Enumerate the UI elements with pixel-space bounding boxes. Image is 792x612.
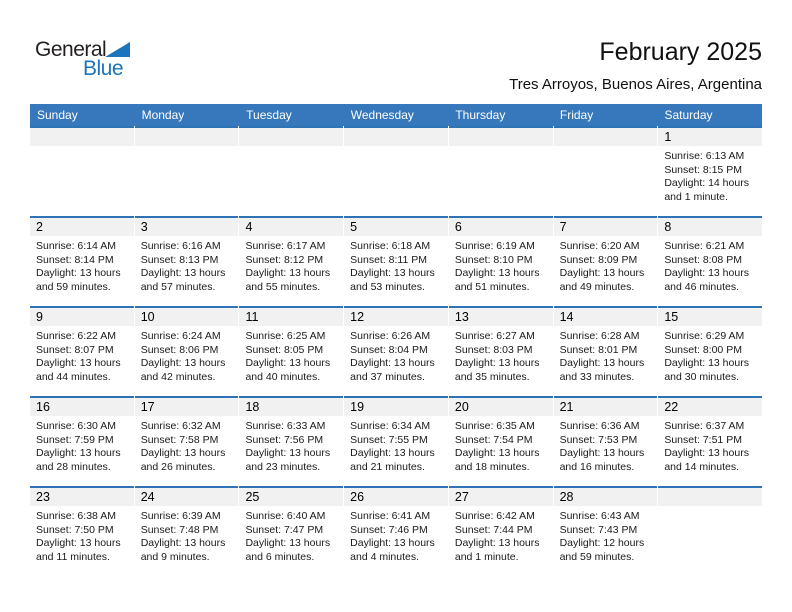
daylight-text: Daylight: 13 hours xyxy=(664,447,749,460)
day-number: 13 xyxy=(454,310,469,324)
daylight-text: Daylight: 13 hours xyxy=(454,357,540,370)
daylight-text: Daylight: 14 hours xyxy=(664,177,749,190)
sunrise-text: Sunrise: 6:40 AM xyxy=(245,510,326,522)
day-number-band xyxy=(658,308,762,326)
day-number-band xyxy=(449,488,553,506)
day-cell-empty xyxy=(658,486,762,576)
day-cell-empty xyxy=(135,126,239,216)
day-cell xyxy=(344,396,448,486)
day-number-band xyxy=(449,308,553,326)
day-number: 24 xyxy=(140,490,155,504)
day-number-band xyxy=(30,308,134,326)
day-number-band xyxy=(344,488,448,506)
day-cell-empty xyxy=(344,126,448,216)
sunset-text: Sunset: 8:15 PM xyxy=(664,163,742,176)
day-cell-empty xyxy=(239,126,343,216)
day-cell xyxy=(135,396,239,486)
day-cell xyxy=(344,306,448,396)
sunrise-text: Sunrise: 6:43 AM xyxy=(559,510,640,522)
day-number: 15 xyxy=(664,310,679,324)
day-number-band xyxy=(658,398,762,416)
sunrise-text: Sunrise: 6:39 AM xyxy=(140,510,221,522)
day-number-band xyxy=(135,218,239,236)
daylight-text: Daylight: 13 hours xyxy=(140,447,226,460)
day-number-band xyxy=(658,218,762,236)
general-blue-logo xyxy=(35,38,145,88)
day-cell xyxy=(135,306,239,396)
day-number: 7 xyxy=(559,220,567,234)
day-number-band xyxy=(135,398,239,416)
day-number: 3 xyxy=(140,220,148,234)
daylight-text: and 18 minutes. xyxy=(454,460,530,473)
day-number-band xyxy=(554,308,658,326)
day-details xyxy=(135,326,239,384)
sunrise-text: Sunrise: 6:34 AM xyxy=(350,420,431,432)
day-number: 20 xyxy=(454,400,469,414)
day-number-band xyxy=(239,398,343,416)
day-number-band xyxy=(30,128,134,146)
day-details xyxy=(239,236,343,294)
daylight-text: and 49 minutes. xyxy=(559,280,635,293)
sunrise-text: Sunrise: 6:27 AM xyxy=(454,330,535,342)
day-number: 10 xyxy=(140,310,155,324)
day-number: 4 xyxy=(245,220,253,234)
day-number: 9 xyxy=(36,310,43,324)
day-cell xyxy=(554,486,658,576)
day-number-band xyxy=(344,218,448,236)
sunrise-text: Sunrise: 6:41 AM xyxy=(350,510,431,522)
sunset-text: Sunset: 8:10 PM xyxy=(454,253,533,266)
day-cell-empty xyxy=(30,126,134,216)
day-cell xyxy=(449,486,553,576)
sunrise-text: Sunrise: 6:26 AM xyxy=(350,330,431,342)
daylight-text: and 11 minutes. xyxy=(36,550,110,563)
sunset-text: Sunset: 7:58 PM xyxy=(140,433,219,446)
daylight-text: Daylight: 13 hours xyxy=(350,447,435,460)
sunrise-text: Sunrise: 6:29 AM xyxy=(664,330,745,342)
sunset-text: Sunset: 8:04 PM xyxy=(350,343,428,356)
sunrise-text: Sunrise: 6:22 AM xyxy=(36,330,116,342)
sunset-text: Sunset: 7:55 PM xyxy=(350,433,428,446)
day-cell xyxy=(30,306,134,396)
day-number: 22 xyxy=(664,400,679,414)
weekday-label: Friday xyxy=(559,108,594,122)
daylight-text: and 46 minutes. xyxy=(664,280,740,293)
day-number: 6 xyxy=(454,220,462,234)
daylight-text: Daylight: 13 hours xyxy=(36,447,121,460)
daylight-text: Daylight: 13 hours xyxy=(140,357,226,370)
day-details xyxy=(554,326,658,384)
sunrise-text: Sunrise: 6:30 AM xyxy=(36,420,116,432)
week-row xyxy=(30,216,762,306)
sunset-text: Sunset: 7:54 PM xyxy=(454,433,533,446)
daylight-text: Daylight: 13 hours xyxy=(140,267,226,280)
daylight-text: and 1 minute. xyxy=(454,550,519,563)
daylight-text: and 9 minutes. xyxy=(140,550,210,563)
day-details xyxy=(239,506,343,564)
day-cell xyxy=(449,396,553,486)
day-number: 27 xyxy=(454,490,469,504)
daylight-text: and 57 minutes. xyxy=(140,280,216,293)
day-details xyxy=(658,326,762,384)
day-cell xyxy=(30,396,134,486)
day-number-band xyxy=(554,398,658,416)
sunset-text: Sunset: 8:13 PM xyxy=(140,253,219,266)
sunset-text: Sunset: 7:44 PM xyxy=(454,523,533,536)
day-number: 1 xyxy=(664,130,672,144)
day-number-band xyxy=(135,488,239,506)
daylight-text: Daylight: 13 hours xyxy=(454,447,540,460)
day-cell xyxy=(30,486,134,576)
daylight-text: and 30 minutes. xyxy=(664,370,740,383)
day-number-band xyxy=(135,128,239,146)
day-number: 14 xyxy=(559,310,574,324)
daylight-text: and 44 minutes. xyxy=(36,370,111,383)
sunset-text: Sunset: 8:07 PM xyxy=(36,343,114,356)
sunrise-text: Sunrise: 6:20 AM xyxy=(559,240,640,252)
daylight-text: Daylight: 13 hours xyxy=(245,537,331,550)
weekday-label: Sunday xyxy=(37,108,78,122)
day-details xyxy=(344,236,448,294)
daylight-text: and 53 minutes. xyxy=(350,280,425,293)
day-number-band xyxy=(344,398,448,416)
sunrise-text: Sunrise: 6:17 AM xyxy=(245,240,326,252)
day-number-band xyxy=(554,218,658,236)
daylight-text: and 42 minutes. xyxy=(140,370,216,383)
day-cell xyxy=(658,306,762,396)
day-details xyxy=(135,416,239,474)
sunset-text: Sunset: 7:56 PM xyxy=(245,433,324,446)
daylight-text: Daylight: 13 hours xyxy=(350,537,435,550)
day-details xyxy=(135,506,239,564)
day-details xyxy=(135,236,239,294)
day-number: 25 xyxy=(245,490,260,504)
day-cell xyxy=(554,216,658,306)
sunrise-text: Sunrise: 6:36 AM xyxy=(559,420,640,432)
daylight-text: Daylight: 13 hours xyxy=(559,267,645,280)
daylight-text: Daylight: 13 hours xyxy=(140,537,226,550)
day-number-band xyxy=(449,128,553,146)
day-cell xyxy=(135,216,239,306)
day-details xyxy=(30,326,134,384)
daylight-text: Daylight: 13 hours xyxy=(454,537,540,550)
daylight-text: Daylight: 13 hours xyxy=(559,357,645,370)
logo-text-blue: Blue xyxy=(83,57,124,80)
sunset-text: Sunset: 7:50 PM xyxy=(36,523,114,536)
day-cell-empty xyxy=(554,126,658,216)
week-row xyxy=(30,396,762,486)
day-details xyxy=(449,416,553,474)
day-cell xyxy=(239,306,343,396)
day-cell xyxy=(449,306,553,396)
sunrise-text: Sunrise: 6:24 AM xyxy=(140,330,221,342)
day-details xyxy=(344,506,448,564)
sunset-text: Sunset: 7:53 PM xyxy=(559,433,638,446)
day-details xyxy=(449,506,553,564)
day-details xyxy=(239,326,343,384)
weekday-label: Saturday xyxy=(664,108,713,122)
day-details xyxy=(554,416,658,474)
sunrise-text: Sunrise: 6:38 AM xyxy=(36,510,116,522)
sunset-text: Sunset: 8:08 PM xyxy=(664,253,742,266)
day-number-band xyxy=(239,128,343,146)
day-details xyxy=(344,416,448,474)
sunrise-text: Sunrise: 6:33 AM xyxy=(245,420,326,432)
day-number-band xyxy=(30,488,134,506)
weekday-label: Thursday xyxy=(455,108,506,122)
day-number-band xyxy=(239,308,343,326)
daylight-text: and 59 minutes. xyxy=(559,550,635,563)
sunset-text: Sunset: 8:00 PM xyxy=(664,343,742,356)
day-number-band xyxy=(344,128,448,146)
day-number: 5 xyxy=(350,220,358,234)
sunset-text: Sunset: 8:03 PM xyxy=(454,343,533,356)
week-row xyxy=(30,486,762,576)
day-details xyxy=(30,506,134,564)
calendar-grid xyxy=(30,104,762,576)
week-row xyxy=(30,126,762,216)
day-details xyxy=(554,236,658,294)
daylight-text: Daylight: 13 hours xyxy=(36,357,121,370)
day-cell-empty xyxy=(449,126,553,216)
day-cell xyxy=(135,486,239,576)
day-number: 19 xyxy=(350,400,365,414)
day-number: 11 xyxy=(245,310,259,324)
day-details xyxy=(449,326,553,384)
sunset-text: Sunset: 8:01 PM xyxy=(559,343,638,356)
day-cell xyxy=(658,396,762,486)
day-details xyxy=(658,146,762,204)
day-number-band xyxy=(239,218,343,236)
weekday-label: Wednesday xyxy=(350,108,414,122)
daylight-text: Daylight: 13 hours xyxy=(245,447,331,460)
day-cell xyxy=(239,396,343,486)
daylight-text: and 59 minutes. xyxy=(36,280,111,293)
day-details xyxy=(658,236,762,294)
day-number: 8 xyxy=(664,220,672,234)
sunset-text: Sunset: 8:05 PM xyxy=(245,343,324,356)
day-details xyxy=(554,506,658,564)
logo-triangle-icon xyxy=(105,42,130,57)
daylight-text: and 55 minutes. xyxy=(245,280,321,293)
day-number: 18 xyxy=(245,400,260,414)
day-number: 28 xyxy=(559,490,574,504)
daylight-text: and 37 minutes. xyxy=(350,370,425,383)
day-cell xyxy=(554,306,658,396)
sunrise-text: Sunrise: 6:42 AM xyxy=(454,510,535,522)
daylight-text: and 14 minutes. xyxy=(664,460,740,473)
sunset-text: Sunset: 8:09 PM xyxy=(559,253,638,266)
daylight-text: Daylight: 13 hours xyxy=(559,447,645,460)
sunset-text: Sunset: 8:11 PM xyxy=(350,253,428,266)
daylight-text: and 1 minute. xyxy=(664,190,728,203)
daylight-text: and 23 minutes. xyxy=(245,460,321,473)
day-number-band xyxy=(30,398,134,416)
logo-text-general: General xyxy=(35,38,107,61)
day-cell xyxy=(554,396,658,486)
daylight-text: and 16 minutes. xyxy=(559,460,635,473)
day-cell xyxy=(449,216,553,306)
sunrise-text: Sunrise: 6:19 AM xyxy=(454,240,535,252)
day-details xyxy=(344,326,448,384)
daylight-text: and 26 minutes. xyxy=(140,460,216,473)
day-cell xyxy=(344,216,448,306)
weekday-header-row xyxy=(30,104,762,126)
day-number: 17 xyxy=(140,400,155,414)
day-number: 12 xyxy=(350,310,365,324)
day-number-band xyxy=(554,488,658,506)
day-cell xyxy=(30,216,134,306)
week-row xyxy=(30,306,762,396)
daylight-text: Daylight: 13 hours xyxy=(36,537,121,550)
day-cell xyxy=(344,486,448,576)
day-details xyxy=(30,236,134,294)
sunrise-text: Sunrise: 6:14 AM xyxy=(36,240,116,252)
daylight-text: Daylight: 13 hours xyxy=(36,267,121,280)
daylight-text: and 33 minutes. xyxy=(559,370,635,383)
daylight-text: Daylight: 13 hours xyxy=(350,267,435,280)
sunrise-text: Sunrise: 6:35 AM xyxy=(454,420,535,432)
page-title: February 2025 xyxy=(599,38,762,66)
daylight-text: Daylight: 13 hours xyxy=(350,357,435,370)
daylight-text: and 40 minutes. xyxy=(245,370,321,383)
sunrise-text: Sunrise: 6:18 AM xyxy=(350,240,431,252)
sunrise-text: Sunrise: 6:16 AM xyxy=(140,240,221,252)
daylight-text: Daylight: 12 hours xyxy=(559,537,645,550)
sunset-text: Sunset: 8:06 PM xyxy=(140,343,219,356)
sunset-text: Sunset: 7:48 PM xyxy=(140,523,219,536)
day-details xyxy=(449,236,553,294)
day-number-band xyxy=(449,398,553,416)
day-number: 23 xyxy=(36,490,50,504)
sunset-text: Sunset: 7:51 PM xyxy=(664,433,742,446)
sunset-text: Sunset: 7:47 PM xyxy=(245,523,324,536)
day-cell xyxy=(239,216,343,306)
day-number-band xyxy=(135,308,239,326)
weekday-label: Tuesday xyxy=(246,108,292,122)
sunrise-text: Sunrise: 6:13 AM xyxy=(664,150,745,162)
day-cell xyxy=(658,216,762,306)
day-number-band xyxy=(658,128,762,146)
day-details xyxy=(658,416,762,474)
daylight-text: Daylight: 13 hours xyxy=(245,267,331,280)
sunrise-text: Sunrise: 6:28 AM xyxy=(559,330,640,342)
sunset-text: Sunset: 7:46 PM xyxy=(350,523,428,536)
day-number-band xyxy=(239,488,343,506)
daylight-text: Daylight: 13 hours xyxy=(454,267,540,280)
weekday-label: Monday xyxy=(141,108,185,122)
day-number-band xyxy=(344,308,448,326)
day-number-band xyxy=(30,218,134,236)
day-cell xyxy=(239,486,343,576)
page-subtitle: Tres Arroyos, Buenos Aires, Argentina xyxy=(509,76,762,93)
day-number: 21 xyxy=(559,400,574,414)
daylight-text: and 4 minutes. xyxy=(350,550,420,563)
daylight-text: Daylight: 13 hours xyxy=(664,357,749,370)
day-details xyxy=(30,416,134,474)
day-cell xyxy=(658,126,762,216)
daylight-text: and 21 minutes. xyxy=(350,460,425,473)
day-number: 26 xyxy=(350,490,365,504)
daylight-text: and 51 minutes. xyxy=(454,280,530,293)
sunset-text: Sunset: 8:12 PM xyxy=(245,253,324,266)
day-number-band xyxy=(658,488,762,506)
daylight-text: and 28 minutes. xyxy=(36,460,111,473)
sunset-text: Sunset: 7:59 PM xyxy=(36,433,114,446)
sunrise-text: Sunrise: 6:21 AM xyxy=(664,240,745,252)
sunset-text: Sunset: 8:14 PM xyxy=(36,253,114,266)
daylight-text: Daylight: 13 hours xyxy=(245,357,331,370)
daylight-text: and 6 minutes. xyxy=(245,550,315,563)
sunrise-text: Sunrise: 6:37 AM xyxy=(664,420,745,432)
daylight-text: Daylight: 13 hours xyxy=(664,267,749,280)
day-number: 2 xyxy=(36,220,43,234)
sunrise-text: Sunrise: 6:25 AM xyxy=(245,330,326,342)
sunrise-text: Sunrise: 6:32 AM xyxy=(140,420,221,432)
day-number-band xyxy=(554,128,658,146)
daylight-text: and 35 minutes. xyxy=(454,370,530,383)
day-number-band xyxy=(449,218,553,236)
sunset-text: Sunset: 7:43 PM xyxy=(559,523,638,536)
day-number: 16 xyxy=(36,400,50,414)
day-details xyxy=(239,416,343,474)
